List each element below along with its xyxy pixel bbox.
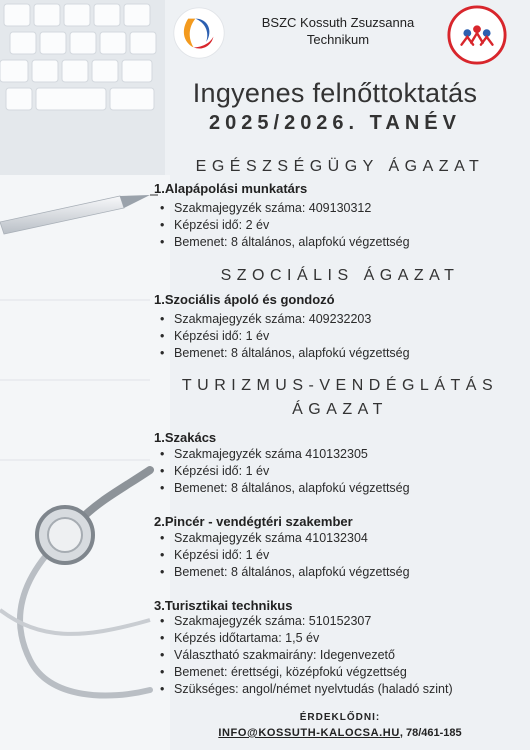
list-item: • Képzési idő: 1 év: [160, 547, 410, 564]
course-title: 1.Szakács: [154, 430, 217, 445]
sector-heading-turizmus-line2: ÁGAZAT: [292, 401, 388, 418]
list-item: • Bemenet: 8 általános, alapfokú végzettség: [160, 234, 410, 251]
organization-name: [238, 14, 438, 48]
sector-heading-szocialis: SZOCIÁLIS ÁGAZAT: [220, 267, 460, 284]
list-item: • Szakmajegyzék száma: 409232203: [160, 311, 410, 328]
list-item: • Választható szakmairány: Idegenvezető: [160, 647, 453, 664]
course-details: [160, 446, 410, 497]
school-logo-left: [172, 6, 226, 60]
list-item: • Szakmajegyzék száma: 510152307: [160, 613, 453, 630]
list-item: • Szakmajegyzék száma: 409130312: [160, 200, 410, 217]
school-year: 2025/2026. TANÉV: [209, 112, 461, 134]
list-item: • Képzés időtartama: 1,5 év: [160, 630, 453, 647]
course-title: 2.Pincér - vendégtéri szakember: [154, 514, 353, 529]
sector-heading-turizmus: TURIZMUS-VENDÉGLÁTÁS: [181, 377, 499, 394]
course-details: [160, 613, 453, 698]
org-line-1: BSZC Kossuth Zsuzsanna: [261, 15, 415, 30]
email-link[interactable]: INFO@KOSSUTH-KALOCSA.HU: [218, 727, 400, 739]
list-item: • Képzési idő: 2 év: [160, 217, 410, 234]
list-item: • Képzési idő: 1 év: [160, 463, 410, 480]
list-item: • Szükséges: angol/német nyelvtudás (haladó szint): [160, 681, 453, 698]
course-details: [160, 530, 410, 581]
course-details: [160, 200, 410, 251]
contact-line: [150, 727, 530, 739]
list-item: • Bemenet: 8 általános, alapfokú végzettség: [160, 480, 410, 497]
course-title: 1.Szociális ápoló és gondozó: [154, 292, 335, 307]
list-item: • Szakmajegyzék száma 410132304: [160, 530, 410, 547]
page-title: Ingyenes felnőttoktatás: [192, 78, 478, 108]
phone-number: , 78/461-185: [399, 727, 462, 739]
list-item: • Bemenet: 8 általános, alapfokú végzettség: [160, 564, 410, 581]
course-title: 1.Alapápolási munkatárs: [154, 181, 308, 196]
list-item: • Képzési idő: 1 év: [160, 328, 410, 345]
course-title: 3.Turisztikai technikus: [154, 598, 293, 613]
org-line-2: Technikum: [306, 32, 370, 47]
course-details: [160, 311, 410, 362]
sector-heading-egeszsegugy: EGÉSZSÉGÜGY ÁGAZAT: [195, 158, 485, 175]
school-logo-right: [446, 4, 508, 66]
contact-label: ÉRDEKLŐDNI:: [299, 712, 381, 723]
list-item: • Szakmajegyzék száma 410132305: [160, 446, 410, 463]
list-item: • Bemenet: 8 általános, alapfokú végzettség: [160, 345, 410, 362]
list-item: • Bemenet: érettségi, középfokú végzettség: [160, 664, 453, 681]
